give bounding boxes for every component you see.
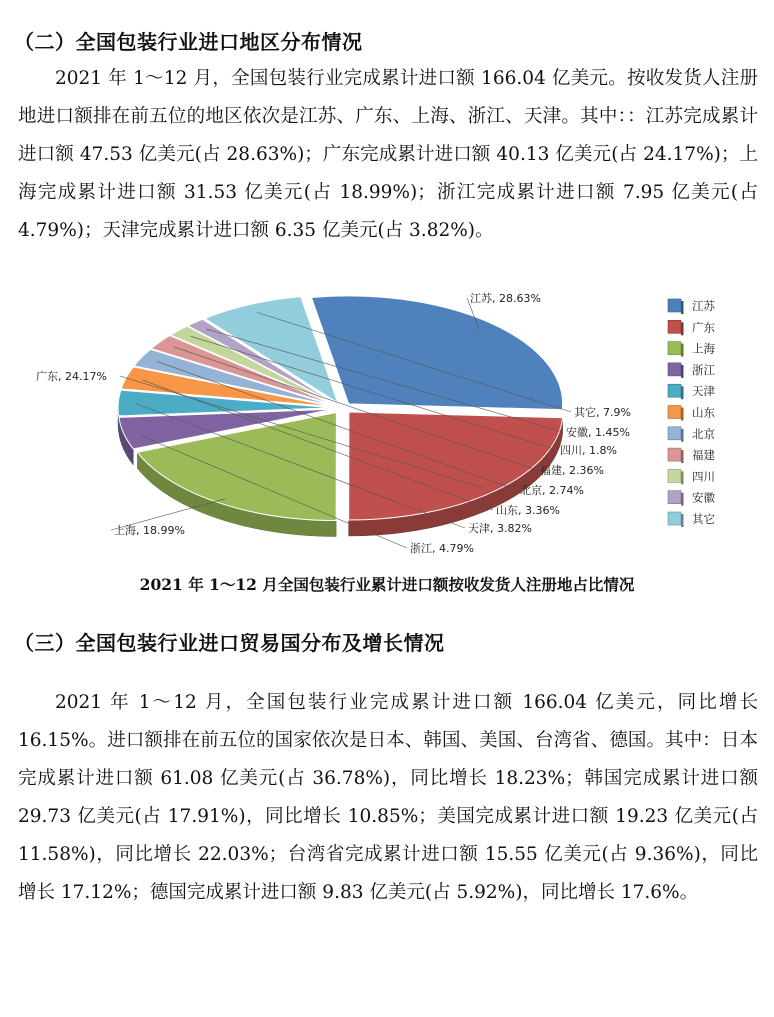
legend-swatch-shadow-8 (681, 471, 684, 484)
legend-swatch-shadow-2 (681, 344, 684, 357)
data-label-8: 四川, 1.8% (560, 444, 617, 457)
legend-swatch-shadow-1 (681, 322, 684, 335)
legend-label-0: 江苏 (692, 299, 715, 313)
data-label-9: 安徽, 1.45% (566, 426, 630, 439)
legend-label-2: 上海 (692, 341, 715, 356)
data-label-10: 其它, 7.9% (574, 406, 631, 419)
legend-swatch-3 (668, 363, 681, 376)
legend-swatch-1 (668, 320, 681, 333)
data-label-5: 山东, 3.36% (496, 504, 560, 517)
legend-label-3: 浙江 (692, 362, 715, 377)
data-label-2: 上海, 18.99% (114, 524, 185, 537)
legend-swatch-shadow-10 (681, 514, 684, 527)
legend-swatch-9 (668, 491, 681, 504)
legend-swatch-shadow-3 (681, 365, 684, 378)
pie-chart-svg (0, 280, 774, 570)
legend-label-6: 北京 (692, 426, 715, 441)
legend-swatch-shadow-6 (681, 429, 684, 442)
pie-chart (0, 280, 774, 570)
chart-caption: 2021 年 1～12 月全国包装行业累计进口额按收发货人注册地占比情况 (139, 575, 635, 594)
legend-swatch-5 (668, 406, 681, 419)
legend-swatch-shadow-7 (681, 450, 684, 463)
legend-swatch-shadow-9 (681, 493, 684, 506)
legend-swatch-10 (668, 512, 681, 525)
legend-swatch-0 (668, 299, 681, 312)
section-3-paragraph: 2021 年 1～12 月，全国包装行业完成累计进口额 166.04 亿美元，同比增长 16.15%。进口额排在前五位的国家依次是日本、韩国、美国、台湾省、德国。其中：日本完成累计进口额 61.08 亿美元(占 36.78%)，同比增长 18.23%；韩国完成累计进口额 29.73 亿美元(占 17.91%)，同比增长 10.85%；美国完成累计进口额 19.23 亿美元(占 11.58%)，同比增长 22.03%；台湾省完成累计进口额 15.55 亿美元(占 9.36%)，同比增长 17.12%；德国完成累计进口额 9.83 亿美元(占 5.92%)，同比增长 17.6%。 (18, 692, 758, 903)
data-label-1: 广东, 24.17% (36, 370, 107, 383)
legend-label-10: 其它 (692, 512, 715, 526)
legend-label-1: 广东 (692, 320, 715, 335)
section-3-heading: （三）全国包装行业进口贸易国分布及增长情况 (14, 631, 445, 655)
legend-label-9: 安徽 (692, 490, 715, 505)
data-label-3: 浙江, 4.79% (410, 542, 474, 555)
legend-label-4: 天津 (692, 384, 715, 399)
legend-swatch-shadow-4 (681, 386, 684, 399)
pie-slice-0 (311, 296, 562, 410)
legend-swatch-8 (668, 469, 681, 482)
legend-swatch-6 (668, 427, 681, 440)
data-label-7: 福建, 2.36% (540, 464, 604, 477)
legend-label-5: 山东 (692, 405, 715, 420)
legend-swatch-7 (668, 448, 681, 461)
data-label-4: 天津, 3.82% (468, 522, 532, 535)
legend-swatch-shadow-0 (681, 301, 684, 314)
legend-swatch-shadow-5 (681, 408, 684, 421)
legend-label-7: 福建 (692, 448, 715, 463)
legend-swatch-2 (668, 342, 681, 355)
section-2-heading: （二）全国包装行业进口地区分布情况 (14, 30, 363, 54)
legend-swatch-4 (668, 384, 681, 397)
section-2-paragraph: 2021 年 1～12 月，全国包装行业完成累计进口额 166.04 亿美元。按收发货人注册地进口额排在前五位的地区依次是江苏、广东、上海、浙江、天津。其中：：江苏完成累计进口额 47.53 亿美元(占 28.63%)；广东完成累计进口额 40.13 亿美元(占 24.17%)；上海完成累计进口额 31.53 亿美元(占 18.99%)；浙江完成累计进口额 7.95 亿美元(占 4.79%)；天津完成累计进口额 6.35 亿美元(占 3.82%)。 (18, 68, 758, 241)
legend-label-8: 四川 (692, 469, 715, 484)
data-label-0: 江苏, 28.63% (470, 292, 541, 305)
data-label-6: 北京, 2.74% (520, 484, 584, 497)
